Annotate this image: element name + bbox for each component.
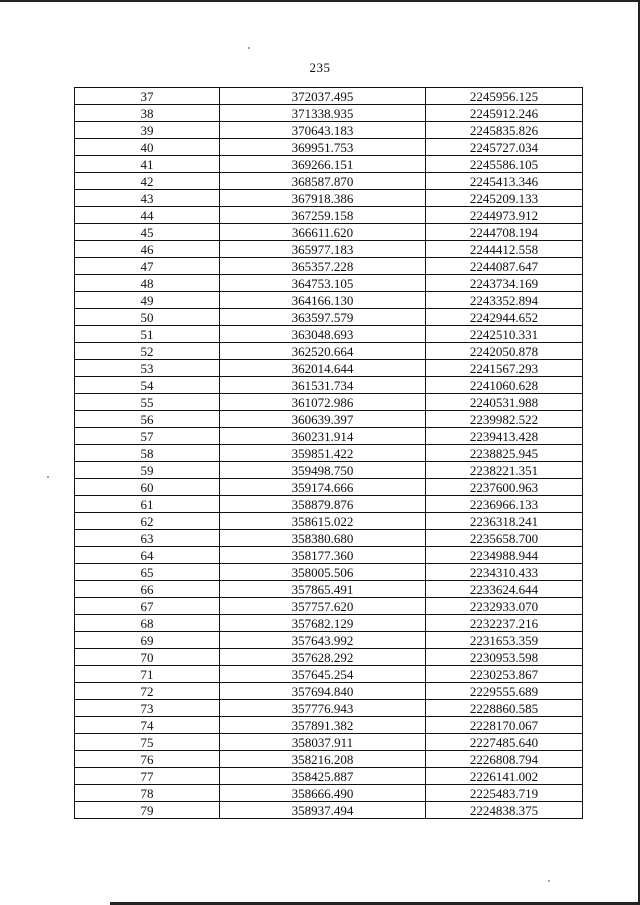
x-coordinate-cell: 367259.158 (220, 207, 426, 224)
point-number-cell: 72 (75, 683, 220, 700)
y-coordinate-cell: 2245727.034 (426, 139, 583, 156)
table-row (75, 445, 583, 462)
x-coordinate-cell: 363048.693 (220, 326, 426, 343)
x-coordinate-cell: 357682.129 (220, 615, 426, 632)
y-coordinate-cell: 2227485.640 (426, 734, 583, 751)
y-coordinate-cell: 2237600.963 (426, 479, 583, 496)
table-row (75, 173, 583, 190)
x-coordinate-cell: 370643.183 (220, 122, 426, 139)
point-number-cell: 46 (75, 241, 220, 258)
x-coordinate-cell: 362014.644 (220, 360, 426, 377)
x-coordinate-cell: 372037.495 (220, 88, 426, 105)
table-row (75, 258, 583, 275)
table-row (75, 326, 583, 343)
x-coordinate-cell: 358937.494 (220, 802, 426, 819)
table-row (75, 105, 583, 122)
x-coordinate-cell: 359498.750 (220, 462, 426, 479)
x-coordinate-cell: 358425.887 (220, 768, 426, 785)
table-row (75, 598, 583, 615)
y-coordinate-cell: 2233624.644 (426, 581, 583, 598)
x-coordinate-cell: 358177.360 (220, 547, 426, 564)
y-coordinate-cell: 2243352.894 (426, 292, 583, 309)
y-coordinate-cell: 2231653.359 (426, 632, 583, 649)
y-coordinate-cell: 2243734.169 (426, 275, 583, 292)
point-number-cell: 71 (75, 666, 220, 683)
x-coordinate-cell: 365977.183 (220, 241, 426, 258)
x-coordinate-cell: 357776.943 (220, 700, 426, 717)
point-number-cell: 59 (75, 462, 220, 479)
point-number-cell: 41 (75, 156, 220, 173)
coordinates-table-body (75, 88, 583, 819)
x-coordinate-cell: 360231.914 (220, 428, 426, 445)
table-row (75, 615, 583, 632)
y-coordinate-cell: 2241567.293 (426, 360, 583, 377)
y-coordinate-cell: 2230253.867 (426, 666, 583, 683)
y-coordinate-cell: 2240531.988 (426, 394, 583, 411)
x-coordinate-cell: 359851.422 (220, 445, 426, 462)
y-coordinate-cell: 2234988.944 (426, 547, 583, 564)
x-coordinate-cell: 363597.579 (220, 309, 426, 326)
y-coordinate-cell: 2245835.826 (426, 122, 583, 139)
table-row (75, 241, 583, 258)
y-coordinate-cell: 2242944.652 (426, 309, 583, 326)
table-row (75, 88, 583, 105)
table-row (75, 802, 583, 819)
table-row (75, 309, 583, 326)
point-number-cell: 55 (75, 394, 220, 411)
x-coordinate-cell: 358666.490 (220, 785, 426, 802)
point-number-cell: 47 (75, 258, 220, 275)
page-number: 235 (309, 60, 331, 75)
point-number-cell: 40 (75, 139, 220, 156)
y-coordinate-cell: 2245413.346 (426, 173, 583, 190)
y-coordinate-cell: 2224838.375 (426, 802, 583, 819)
x-coordinate-cell: 361072.986 (220, 394, 426, 411)
x-coordinate-cell: 360639.397 (220, 411, 426, 428)
y-coordinate-cell: 2238221.351 (426, 462, 583, 479)
y-coordinate-cell: 2239982.522 (426, 411, 583, 428)
point-number-cell: 61 (75, 496, 220, 513)
x-coordinate-cell: 366611.620 (220, 224, 426, 241)
point-number-cell: 64 (75, 547, 220, 564)
x-coordinate-cell: 358879.876 (220, 496, 426, 513)
point-number-cell: 75 (75, 734, 220, 751)
x-coordinate-cell: 357628.292 (220, 649, 426, 666)
y-coordinate-cell: 2245586.105 (426, 156, 583, 173)
y-coordinate-cell: 2244087.647 (426, 258, 583, 275)
y-coordinate-cell: 2244973.912 (426, 207, 583, 224)
y-coordinate-cell: 2230953.598 (426, 649, 583, 666)
x-coordinate-cell: 358005.506 (220, 564, 426, 581)
x-coordinate-cell: 361531.734 (220, 377, 426, 394)
y-coordinate-cell: 2242050.878 (426, 343, 583, 360)
table-row (75, 564, 583, 581)
x-coordinate-cell: 368587.870 (220, 173, 426, 190)
table-row (75, 496, 583, 513)
table-row (75, 292, 583, 309)
table-row (75, 394, 583, 411)
table-row (75, 768, 583, 785)
point-number-cell: 60 (75, 479, 220, 496)
x-coordinate-cell: 364166.130 (220, 292, 426, 309)
x-coordinate-cell: 365357.228 (220, 258, 426, 275)
table-row (75, 632, 583, 649)
y-coordinate-cell: 2241060.628 (426, 377, 583, 394)
y-coordinate-cell: 2244708.194 (426, 224, 583, 241)
x-coordinate-cell: 357643.992 (220, 632, 426, 649)
point-number-cell: 43 (75, 190, 220, 207)
x-coordinate-cell: 357645.254 (220, 666, 426, 683)
y-coordinate-cell: 2228860.585 (426, 700, 583, 717)
y-coordinate-cell: 2226141.002 (426, 768, 583, 785)
point-number-cell: 52 (75, 343, 220, 360)
y-coordinate-cell: 2225483.719 (426, 785, 583, 802)
table-row (75, 666, 583, 683)
table-row (75, 462, 583, 479)
scan-speck (548, 880, 550, 882)
table-row (75, 479, 583, 496)
point-number-cell: 51 (75, 326, 220, 343)
coordinates-table (74, 87, 583, 819)
x-coordinate-cell: 369951.753 (220, 139, 426, 156)
point-number-cell: 76 (75, 751, 220, 768)
x-coordinate-cell: 359174.666 (220, 479, 426, 496)
page-top-border (0, 0, 638, 2)
y-coordinate-cell: 2229555.689 (426, 683, 583, 700)
point-number-cell: 67 (75, 598, 220, 615)
x-coordinate-cell: 364753.105 (220, 275, 426, 292)
point-number-cell: 44 (75, 207, 220, 224)
table-row (75, 547, 583, 564)
y-coordinate-cell: 2236966.133 (426, 496, 583, 513)
table-row (75, 649, 583, 666)
y-coordinate-cell: 2235658.700 (426, 530, 583, 547)
point-number-cell: 77 (75, 768, 220, 785)
point-number-cell: 79 (75, 802, 220, 819)
point-number-cell: 37 (75, 88, 220, 105)
table-row (75, 734, 583, 751)
point-number-cell: 66 (75, 581, 220, 598)
y-coordinate-cell: 2245912.246 (426, 105, 583, 122)
point-number-cell: 73 (75, 700, 220, 717)
x-coordinate-cell: 357757.620 (220, 598, 426, 615)
y-coordinate-cell: 2228170.067 (426, 717, 583, 734)
point-number-cell: 53 (75, 360, 220, 377)
table-row (75, 785, 583, 802)
x-coordinate-cell: 358037.911 (220, 734, 426, 751)
table-row (75, 530, 583, 547)
point-number-cell: 70 (75, 649, 220, 666)
point-number-cell: 56 (75, 411, 220, 428)
point-number-cell: 69 (75, 632, 220, 649)
point-number-cell: 54 (75, 377, 220, 394)
table-row (75, 190, 583, 207)
table-row (75, 411, 583, 428)
x-coordinate-cell: 357891.382 (220, 717, 426, 734)
x-coordinate-cell: 367918.386 (220, 190, 426, 207)
point-number-cell: 49 (75, 292, 220, 309)
point-number-cell: 45 (75, 224, 220, 241)
scan-speck (248, 47, 250, 49)
point-number-cell: 57 (75, 428, 220, 445)
x-coordinate-cell: 357694.840 (220, 683, 426, 700)
table-row (75, 122, 583, 139)
y-coordinate-cell: 2234310.433 (426, 564, 583, 581)
y-coordinate-cell: 2232933.070 (426, 598, 583, 615)
point-number-cell: 38 (75, 105, 220, 122)
x-coordinate-cell: 358216.208 (220, 751, 426, 768)
x-coordinate-cell: 358380.680 (220, 530, 426, 547)
table-row (75, 224, 583, 241)
table-row (75, 156, 583, 173)
table-row (75, 377, 583, 394)
y-coordinate-cell: 2244412.558 (426, 241, 583, 258)
table-row (75, 207, 583, 224)
table-row (75, 139, 583, 156)
table-row (75, 343, 583, 360)
y-coordinate-cell: 2238825.945 (426, 445, 583, 462)
table-row (75, 717, 583, 734)
x-coordinate-cell: 369266.151 (220, 156, 426, 173)
point-number-cell: 65 (75, 564, 220, 581)
x-coordinate-cell: 358615.022 (220, 513, 426, 530)
table-row (75, 751, 583, 768)
point-number-cell: 42 (75, 173, 220, 190)
table-row (75, 683, 583, 700)
y-coordinate-cell: 2232237.216 (426, 615, 583, 632)
table-row (75, 513, 583, 530)
y-coordinate-cell: 2245209.133 (426, 190, 583, 207)
table-row (75, 275, 583, 292)
y-coordinate-cell: 2242510.331 (426, 326, 583, 343)
scan-speck (47, 476, 49, 478)
point-number-cell: 48 (75, 275, 220, 292)
point-number-cell: 78 (75, 785, 220, 802)
x-coordinate-cell: 371338.935 (220, 105, 426, 122)
point-number-cell: 62 (75, 513, 220, 530)
point-number-cell: 74 (75, 717, 220, 734)
y-coordinate-cell: 2236318.241 (426, 513, 583, 530)
point-number-cell: 50 (75, 309, 220, 326)
table-row (75, 581, 583, 598)
table-row (75, 700, 583, 717)
point-number-cell: 68 (75, 615, 220, 632)
y-coordinate-cell: 2245956.125 (426, 88, 583, 105)
point-number-cell: 39 (75, 122, 220, 139)
x-coordinate-cell: 362520.664 (220, 343, 426, 360)
table-row (75, 360, 583, 377)
y-coordinate-cell: 2239413.428 (426, 428, 583, 445)
x-coordinate-cell: 357865.491 (220, 581, 426, 598)
point-number-cell: 58 (75, 445, 220, 462)
y-coordinate-cell: 2226808.794 (426, 751, 583, 768)
table-row (75, 428, 583, 445)
point-number-cell: 63 (75, 530, 220, 547)
